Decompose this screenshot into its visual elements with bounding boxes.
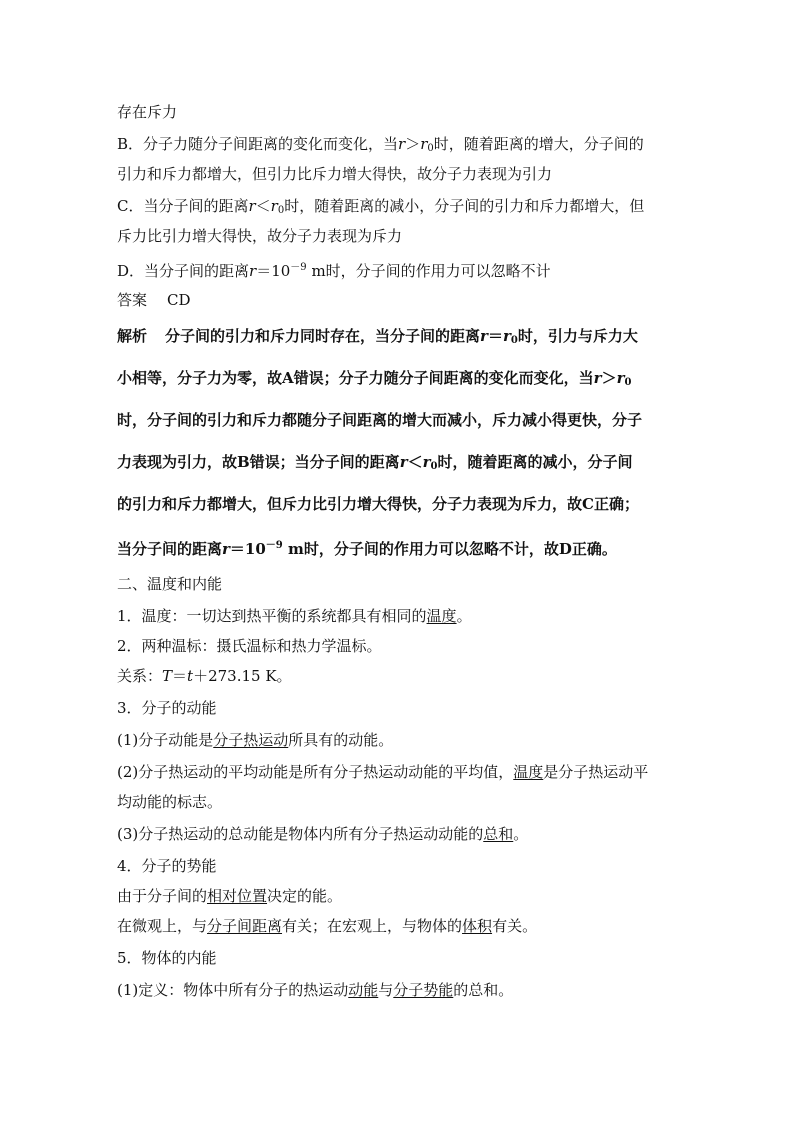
var-r: r: [248, 197, 256, 215]
item-3-2-line-2: [117, 792, 222, 812]
analysis-label: 解析: [117, 327, 148, 345]
section-title: [117, 574, 222, 594]
option-c-text: 斥力比引力增大得快，故分子力表现为斥力: [117, 227, 403, 245]
item-text: 。: [456, 607, 472, 625]
equation: ＝10: [256, 262, 291, 280]
relation-line: [117, 666, 292, 686]
underlined-term: 温度: [513, 763, 544, 781]
option-a-text: 存在斥力: [117, 103, 178, 121]
option-c-line-1: [117, 196, 644, 221]
analysis-line-3: [117, 410, 642, 430]
underlined-term: 分子间距离: [207, 917, 283, 935]
underlined-term: 相对位置: [207, 887, 268, 905]
var-r: r: [593, 369, 602, 387]
var-r: r: [399, 453, 408, 471]
option-b-text: B．分子力随分子间距离的变化而变化，当: [117, 135, 399, 153]
analysis-text: 力表现为引力，故B错误；当分子间的距离: [117, 453, 400, 471]
var-r: r: [222, 540, 230, 558]
option-b-text: 引力和斥力都增大，但引力比斥力增大得快，故分子力表现为引力: [117, 165, 553, 183]
underlined-term: 动能: [348, 981, 379, 999]
item-text: 5．物体的内能: [117, 949, 217, 967]
item-text: (1)定义：物体中所有分子的热运动: [117, 981, 349, 999]
answer-line: [117, 290, 191, 310]
analysis-text: 时，随着距离的减小，分子间: [437, 453, 633, 471]
var-r0: r: [270, 197, 278, 215]
subscript-0: 0: [624, 377, 632, 388]
symbol-lt: ＜: [407, 453, 423, 471]
item-text: 均动能的标志。: [117, 793, 223, 811]
var-r0: r: [502, 327, 511, 345]
item-text: 与: [378, 981, 394, 999]
item-text: 。: [513, 825, 529, 843]
analysis-text: 小相等，分子力为零，故A错误；分子力随分子间距离的变化而变化，当: [117, 369, 594, 387]
var-r0: r: [420, 135, 428, 153]
item-1: [117, 606, 472, 626]
item-text: 有关；在宏观上，与物体的: [282, 917, 463, 935]
analysis-text: 的引力和斥力都增大，但斥力比引力增大得快，分子力表现为斥力，故C正确；: [117, 495, 639, 513]
section-heading: 二、温度和内能: [117, 575, 223, 593]
symbol-lt: ＜: [255, 197, 271, 215]
item-5-1: [117, 980, 513, 1000]
item-text: (2)分子热运动的平均动能是所有分子热运动动能的平均值，: [117, 763, 514, 781]
subscript-0: 0: [430, 461, 438, 472]
analysis-text: 当分子间的距离: [117, 540, 223, 558]
item-text: 4．分子的势能: [117, 857, 217, 875]
answer-value: CD: [167, 291, 191, 309]
option-b-line-1: [117, 134, 644, 159]
item-text: 的总和。: [453, 981, 514, 999]
option-c-text: 时，随着距离的减小，分子间的引力和斥力都增大，但: [284, 197, 645, 215]
item-text: 是分子热运动平: [543, 763, 649, 781]
analysis-line-6: [117, 536, 617, 559]
exponent: －9: [290, 262, 307, 273]
option-b-text: 时，随着距离的增大，分子间的: [433, 135, 644, 153]
option-b-line-2: [117, 164, 552, 184]
item-text: 由于分子间的: [117, 887, 208, 905]
item-4: [117, 856, 217, 876]
item-text: (3)分子热运动的总动能是物体内所有分子热运动动能的: [117, 825, 484, 843]
item-text: 关系：: [117, 667, 163, 685]
underlined-term: 体积: [462, 917, 493, 935]
var-T: T: [162, 667, 173, 685]
option-d: [117, 258, 551, 281]
symbol-gt: ＞: [601, 369, 617, 387]
item-text: 3．分子的动能: [117, 699, 217, 717]
item-4-1: [117, 886, 342, 906]
analysis-text: 时，分子间的引力和斥力都随分子间距离的增大而减小，斥力减小得更快，分子: [117, 411, 643, 429]
option-d-text: D．当分子间的距离: [117, 262, 250, 280]
var-r0: r: [422, 453, 431, 471]
var-r: r: [480, 327, 488, 345]
analysis-text: 分子间的引力和斥力同时存在，当分子间的距离: [165, 327, 481, 345]
analysis-text: 时，引力与斥力大: [517, 327, 638, 345]
item-text: ＋273.15 K。: [193, 667, 292, 685]
option-d-text: m时，分子间的作用力可以忽略不计: [306, 262, 551, 280]
underlined-term: 分子势能: [393, 981, 454, 999]
underlined-term: 总和: [483, 825, 514, 843]
analysis-line-5: [117, 494, 639, 514]
underlined-term: 分子热运动: [213, 731, 289, 749]
symbol-eq: ＝: [172, 667, 188, 685]
analysis-line-2: [117, 368, 631, 393]
analysis-line-4: [117, 452, 633, 477]
underlined-term: 温度: [426, 607, 457, 625]
item-text: 有关。: [492, 917, 538, 935]
equation: ＝10: [229, 540, 266, 558]
item-text: 2．两种温标：摄氏温标和热力学温标。: [117, 637, 382, 655]
symbol-eq: ＝: [487, 327, 503, 345]
answer-label: 答案: [117, 291, 148, 309]
item-text: 决定的能。: [267, 887, 343, 905]
exponent: －9: [265, 540, 283, 551]
var-r0: r: [616, 369, 625, 387]
item-3-3: [117, 824, 528, 844]
item-text: 所具有的动能。: [288, 731, 394, 749]
item-2: [117, 636, 382, 656]
item-3-1: [117, 730, 393, 750]
option-c-line-2: [117, 226, 402, 246]
item-text: (1)分子动能是: [117, 731, 214, 749]
var-t: t: [187, 667, 194, 685]
symbol-gt: ＞: [405, 135, 421, 153]
var-r: r: [249, 262, 257, 280]
item-3-2-line-1: [117, 762, 648, 782]
subscript-0: 0: [510, 335, 518, 346]
subscript-0: 0: [427, 143, 434, 154]
item-4-2: [117, 916, 537, 936]
option-c-text: C．当分子间的距离: [117, 197, 249, 215]
item-3: [117, 698, 217, 718]
option-a-continuation: [117, 102, 177, 122]
analysis-text: m时，分子间的作用力可以忽略不计，故D正确。: [282, 540, 617, 558]
subscript-0: 0: [277, 205, 285, 216]
item-5: [117, 948, 217, 968]
item-text: 在微观上，与: [117, 917, 208, 935]
var-r: r: [398, 135, 406, 153]
item-text: 1．温度：一切达到热平衡的系统都具有相同的: [117, 607, 427, 625]
analysis-line-1: [117, 326, 638, 351]
